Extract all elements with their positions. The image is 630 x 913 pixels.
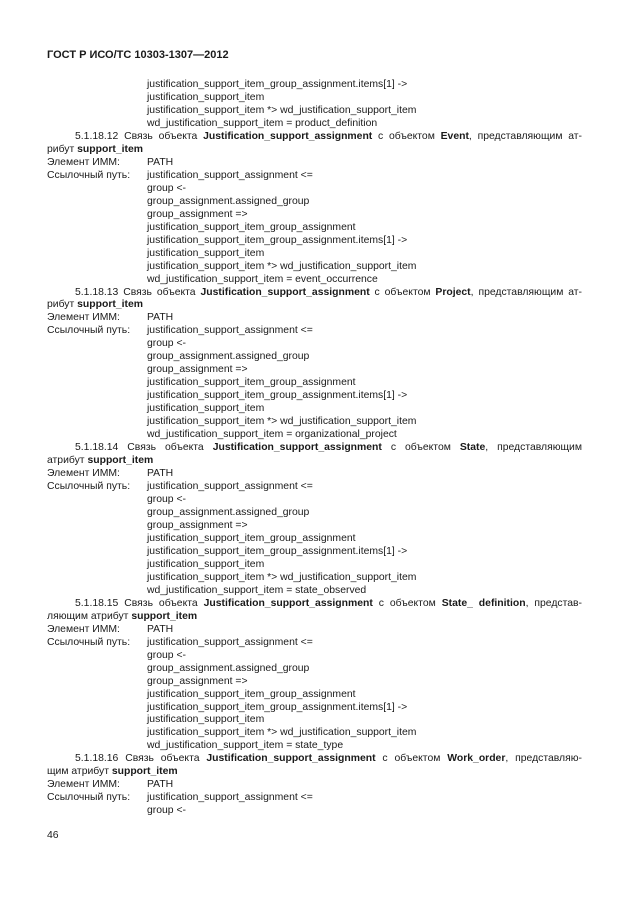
path-line: group_assignment.assigned_group [147, 506, 310, 518]
path-line [47, 481, 582, 494]
text-segment: 5.1.18.15 Связь объекта [75, 597, 204, 609]
text-segment: 5.1.18.12 Связь объекта [75, 130, 204, 142]
path-value: justification_support_assignment <= [147, 325, 313, 337]
path-line: justification_support_item *> wd_justification_support_item [147, 416, 417, 428]
bold-term: support_item [131, 610, 198, 622]
text-segment: , представ- [525, 597, 582, 609]
path-line: group_assignment => [147, 675, 248, 687]
path-line: justification_support_item_group_assignment.items[1] -> [147, 545, 408, 557]
bold-term: Event [440, 130, 469, 142]
text-segment: 5.1.18.16 Связь объекта [75, 753, 207, 765]
path-value: justification_support_assignment <= [147, 169, 313, 181]
section-heading-line [47, 299, 582, 312]
element-row [47, 624, 582, 637]
page-number: 46 [47, 830, 59, 841]
element-label: Элемент ИММ: [47, 779, 120, 791]
bold-term: support_item [111, 766, 178, 778]
reference-path-label: Ссылочный путь: [47, 636, 131, 648]
path-line: group_assignment => [147, 364, 248, 376]
path-line: group <- [147, 649, 186, 661]
element-label: Элемент ИММ: [47, 623, 120, 635]
section-heading-line [47, 131, 582, 144]
path-line: group <- [147, 805, 186, 817]
path-line: wd_justification_support_item = state_type [147, 740, 344, 752]
text-segment: с объектом [372, 130, 441, 142]
path-line: justification_support_item *> wd_justification_support_item [147, 571, 417, 583]
path-line: justification_support_item_group_assignment.items[1] -> [147, 234, 408, 246]
path-line: justification_support_item_group_assignment.items[1] -> [147, 79, 408, 90]
path-line: justification_support_item_group_assignment [147, 377, 356, 389]
path-value: justification_support_assignment <= [147, 481, 313, 493]
element-row [47, 312, 582, 325]
bold-term: support_item [77, 299, 143, 311]
text-segment: с объектом [381, 442, 460, 454]
element-value: PATH [147, 468, 174, 480]
path-line: justification_support_item [147, 247, 265, 259]
path-line: wd_justification_support_item = state_observed [147, 584, 367, 596]
bold-term: Justification_support_assignment [206, 753, 376, 765]
path-line [47, 637, 582, 650]
text-segment: ляющим атрибут [47, 610, 132, 622]
bold-term: Justification_support_assignment [200, 286, 370, 298]
path-line: group <- [147, 182, 186, 194]
path-line [47, 792, 582, 805]
section-heading-line [47, 753, 582, 766]
bold-term: Project [435, 286, 471, 298]
text-segment: 5.1.18.13 Связь объекта [75, 286, 201, 298]
element-label: Элемент ИММ: [47, 156, 120, 168]
path-line [47, 170, 582, 183]
bold-term: State_ definition [441, 597, 526, 609]
path-line: group <- [147, 494, 186, 505]
text-segment: , представляющим ат- [470, 286, 582, 298]
reference-path-label: Ссылочный путь: [47, 481, 131, 493]
bold-term: support_item [87, 455, 154, 467]
bold-term: Justification_support_assignment [203, 597, 373, 609]
element-row [47, 468, 582, 481]
element-value: PATH [147, 312, 174, 324]
path-line: wd_justification_support_item = product_definition [147, 117, 378, 129]
bold-term: support_item [77, 143, 143, 155]
bold-term: Work_order [447, 753, 506, 765]
text-segment: с объектом [372, 597, 442, 609]
reference-path-label: Ссылочный путь: [47, 325, 131, 337]
element-label: Элемент ИММ: [47, 468, 120, 480]
section-heading-line [47, 598, 582, 611]
path-line: group_assignment => [147, 519, 248, 531]
text-segment: с объектом [375, 753, 448, 765]
path-line: wd_justification_support_item = organizational_project [147, 429, 397, 441]
element-value: PATH [147, 156, 174, 168]
path-line: justification_support_item *> wd_justification_support_item [147, 727, 417, 739]
path-value: justification_support_assignment <= [147, 636, 313, 648]
element-value: PATH [147, 623, 174, 635]
text-segment: , представляю- [505, 753, 582, 765]
text-segment: рибут [47, 299, 78, 311]
path-line: justification_support_item [147, 558, 265, 570]
element-value: PATH [147, 779, 174, 791]
section-heading-line [47, 442, 582, 455]
section-heading-line [47, 766, 582, 779]
reference-path-label: Ссылочный путь: [47, 169, 131, 181]
path-line: group_assignment => [147, 208, 248, 220]
text-segment: щим атрибут [47, 766, 112, 778]
section-heading-line [47, 144, 582, 157]
path-line: justification_support_item_group_assignment.items[1] -> [147, 390, 408, 402]
path-line: justification_support_item_group_assignment [147, 221, 356, 233]
text-segment: 5.1.18.14 Связь объекта [75, 442, 213, 454]
reference-path-label: Ссылочный путь: [47, 792, 131, 804]
bold-term: State [459, 442, 486, 454]
text-segment: с объектом [369, 286, 436, 298]
path-line: group_assignment.assigned_group [147, 195, 310, 207]
path-line: group <- [147, 338, 186, 350]
element-row [47, 779, 582, 792]
path-line: justification_support_item *> wd_justification_support_item [147, 104, 417, 116]
path-line: justification_support_item *> wd_justification_support_item [147, 260, 417, 272]
bold-term: Justification_support_assignment [203, 130, 373, 142]
path-line: justification_support_item [147, 91, 265, 103]
path-value: justification_support_assignment <= [147, 792, 313, 804]
section-heading-line [47, 611, 582, 624]
document-header: ГОСТ Р ИСО/ТС 10303-1307—2012 [47, 49, 229, 61]
element-row [47, 157, 582, 170]
text-segment: , представляющим [485, 442, 582, 454]
section-heading-line [47, 455, 582, 468]
text-segment: , представляющим ат- [468, 130, 582, 142]
bold-term: Justification_support_assignment [212, 442, 382, 454]
section-heading-line [47, 287, 582, 300]
path-line: justification_support_item_group_assignment [147, 688, 356, 700]
document-body [47, 79, 582, 818]
path-line [47, 325, 582, 338]
path-line: group_assignment.assigned_group [147, 662, 310, 674]
path-line: group_assignment.assigned_group [147, 351, 310, 363]
text-segment: рибут [47, 143, 78, 155]
element-label: Элемент ИММ: [47, 312, 120, 324]
text-segment: атрибут [47, 455, 88, 467]
path-line: justification_support_item [147, 714, 265, 726]
path-line: justification_support_item [147, 403, 265, 415]
path-line: justification_support_item_group_assignment.items[1] -> [147, 701, 408, 713]
path-line: wd_justification_support_item = event_occurrence [147, 273, 378, 285]
path-line: justification_support_item_group_assignment [147, 532, 356, 544]
